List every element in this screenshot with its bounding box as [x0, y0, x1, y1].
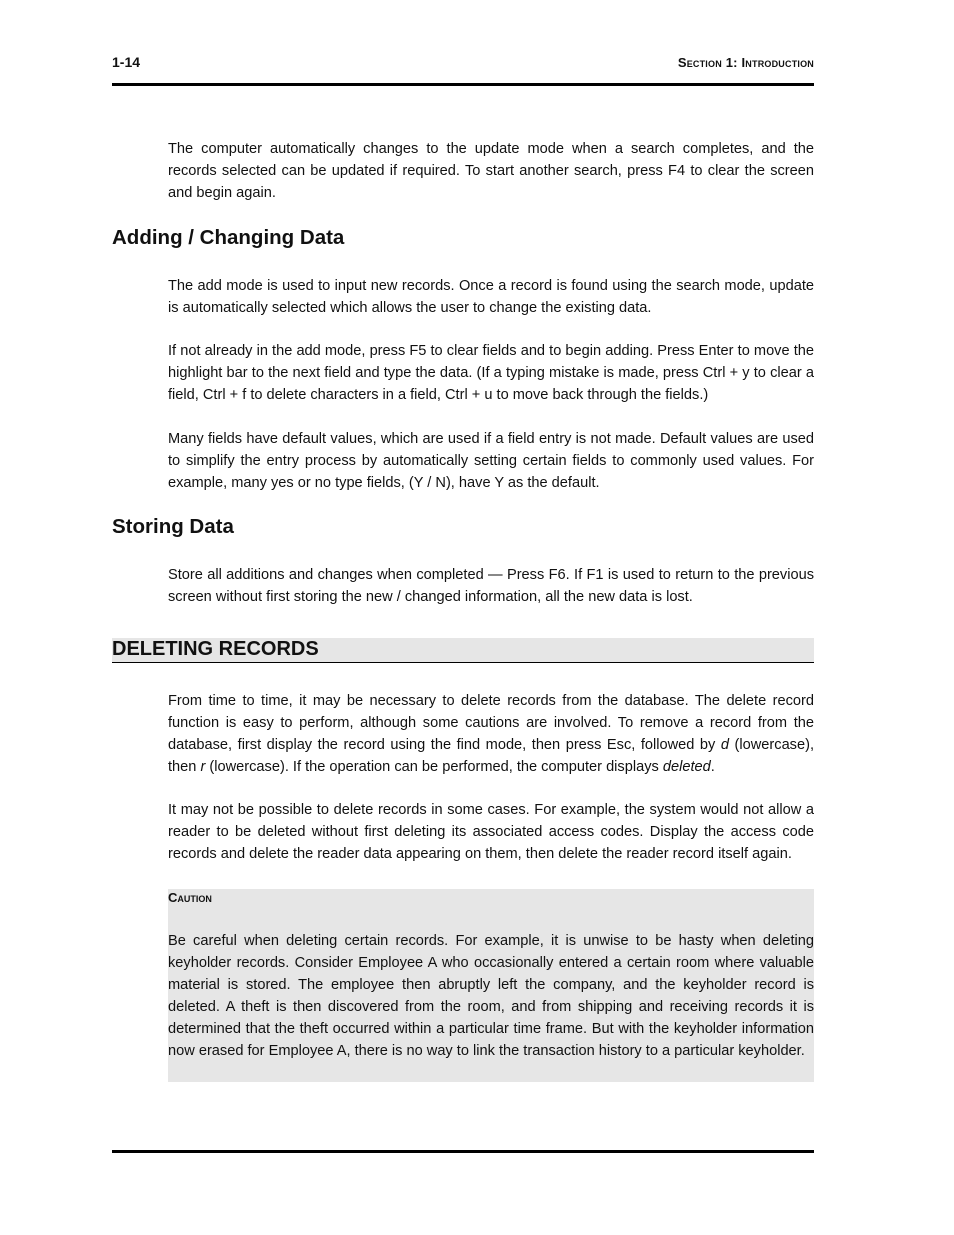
storing-paragraph: Store all additions and changes when completed — Press F6. If F1 is used to return to the previous screen without first storing the new / changed information, all the new data is lost. — [168, 567, 814, 605]
caution-text: Be careful when deleting certain records. For example, it is unwise to be hasty when deleting keyholder records. Consider Employee A who occasionally entered a certain room where valuable material is stored. The employee then abruptly left the company, and the keyholder record is deleted. A theft is then discovered from the room, and from shipping and receiving records it is determined that the theft occurred within a particular time frame. But with the keyholder information now erased for Employee A, there is no way to link the transaction history to a particular keyholder. — [168, 933, 814, 1059]
adding-heading: Adding / Changing Data — [112, 226, 345, 249]
intro-paragraph: The computer automatically changes to the update mode when a search completes, and the records selected can be updated if required. To start another search, press F4 to clear the screen and begin again. — [168, 141, 814, 201]
deleting-paragraph-2: It may not be possible to delete records in some cases. For example, the system would not allow a reader to be deleted without first deleting its associated access codes. Display the access code records and delete the reader data appearing on them, then delete the reader record itself again. — [168, 802, 814, 862]
page-header — [112, 54, 814, 72]
page-number: 1-14 — [112, 54, 141, 70]
caution-box — [168, 889, 814, 1082]
deleting-p1-key-r: r — [200, 759, 206, 775]
footer-rule — [112, 1150, 814, 1153]
deleting-paragraph-1 — [168, 690, 814, 778]
section-title: Section 1: Introduction — [677, 55, 814, 70]
deleting-p1-text-a: From time to time, it may be necessary to delete records from the database. The delete record function is easy to perform, although some cautions are involved. To remove a record from the database, first display the record using the find mode, then press Esc, followed by — [168, 693, 814, 753]
deleting-p1-text-b: (lowercase), then — [168, 737, 815, 775]
deleting-p1-end: . — [710, 759, 715, 775]
deleting-p1-text-c: (lowercase). If the operation can be performed, the computer displays — [205, 759, 663, 775]
header-rule — [112, 83, 814, 86]
adding-paragraph-2: If not already in the add mode, press F5 to clear fields and to begin adding. Press Enter to move the highlight bar to the next field and type the data. (If a typing mistake is made, press Ctrl + y to clear a field, Ctrl + f to delete characters in a field, Ctrl + u to move back through the fields.) — [168, 343, 814, 403]
caution-title: Caution — [168, 890, 212, 905]
deleting-p1-key-d: d — [720, 737, 729, 753]
deleting-records-heading-bar — [112, 638, 814, 663]
deleting-records-heading: DELETING RECORDS — [112, 638, 319, 660]
adding-paragraph-1: The add mode is used to input new records. Once a record is found using the search mode, update is automatically selected which allows the user to change the existing data. — [168, 278, 814, 316]
storing-heading: Storing Data — [112, 515, 234, 538]
deleting-p1-deleted-word: deleted — [662, 759, 711, 775]
adding-paragraph-3: Many fields have default values, which are used if a field entry is not made. Default values are used to simplify the entry process by automatically setting certain fields to commonly used values. For example, many yes or no type fields, (Y / N), have Y as the default. — [168, 431, 814, 491]
